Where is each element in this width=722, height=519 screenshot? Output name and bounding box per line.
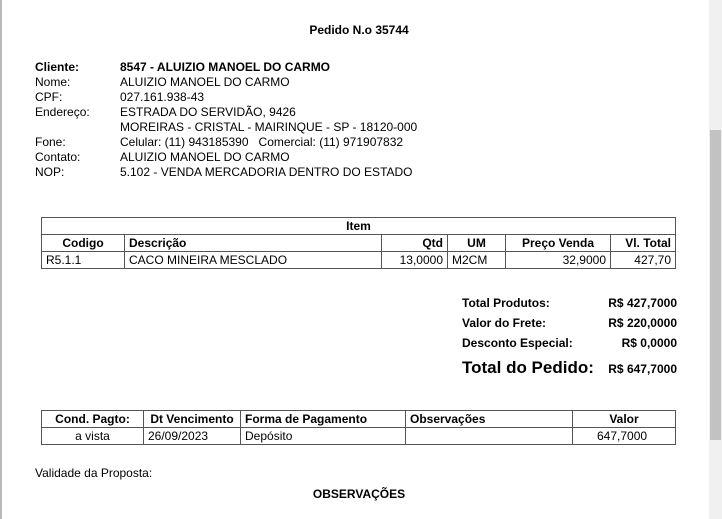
- address-row: [35, 105, 417, 120]
- total-pedido-value: R$ 647,7000: [608, 362, 677, 376]
- nop-value: 5.102 - VENDA MERCADORIA DENTRO DO ESTADO: [120, 165, 413, 179]
- phone-value: Celular: (11) 943185390 Comercial: (11) 971907832: [120, 135, 404, 149]
- cell-preco: 32,9000: [506, 252, 611, 269]
- contact-label: Contato:: [35, 150, 81, 164]
- name-row: [35, 75, 417, 90]
- cell-valor: 647,7000: [573, 428, 676, 445]
- cell-qtd: 13,0000: [382, 252, 448, 269]
- table-row: [42, 428, 676, 445]
- client-label: Cliente:: [35, 60, 80, 74]
- contact-value: ALUIZIO MANOEL DO CARMO: [120, 150, 290, 164]
- desconto-row: [462, 336, 677, 356]
- validade-label: Validade da Proposta:: [35, 466, 153, 480]
- total-produtos-label: Total Produtos:: [462, 296, 550, 310]
- total-pedido-row: [462, 358, 677, 382]
- col-um: UM: [448, 235, 506, 252]
- totals-block: [462, 296, 677, 382]
- col-preco: Preço Venda: [506, 235, 611, 252]
- col-total: Vl. Total: [611, 235, 676, 252]
- phone-row: [35, 135, 417, 150]
- nop-row: [35, 165, 417, 180]
- frete-label: Valor do Frete:: [462, 316, 547, 330]
- payment-header-row: [42, 411, 676, 428]
- observacoes-heading: OBSERVAÇÕES: [312, 487, 406, 501]
- cpf-value: 027.161.938-43: [120, 90, 205, 104]
- cell-observacoes: [406, 428, 573, 445]
- cell-dt-vencimento: 26/09/2023: [144, 428, 241, 445]
- address-value: ESTRADA DO SERVIDÃO, 9426: [120, 105, 296, 119]
- total-produtos-value: R$ 427,7000: [608, 296, 677, 310]
- address-value-2: MOREIRAS - CRISTAL - MAIRINQUE - SP - 18120-000: [120, 120, 418, 134]
- cell-forma-pagamento: Depósito: [241, 428, 406, 445]
- page-left-border: [0, 0, 2, 519]
- cell-total: 427,70: [611, 252, 676, 269]
- frete-row: [462, 316, 677, 336]
- col-descricao: Descrição: [125, 235, 382, 252]
- vertical-scrollbar[interactable]: [709, 0, 722, 519]
- cell-cond-pagto: a vista: [42, 428, 144, 445]
- nop-label: NOP:: [35, 165, 65, 179]
- name-label: Nome:: [35, 75, 71, 89]
- col-observacoes: Observações: [406, 411, 573, 428]
- col-codigo: Codigo: [42, 235, 125, 252]
- col-cond-pagto: Cond. Pagto:: [42, 411, 144, 428]
- desconto-label: Desconto Especial:: [462, 336, 573, 350]
- col-forma-pagamento: Forma de Pagamento: [241, 411, 406, 428]
- total-produtos-row: [462, 296, 677, 316]
- cpf-label: CPF:: [35, 90, 63, 104]
- order-title: Pedido N.o 35744: [309, 23, 409, 37]
- cell-codigo: R5.1.1: [42, 252, 125, 269]
- col-valor: Valor: [573, 411, 676, 428]
- address-label: Endereço:: [35, 105, 90, 119]
- client-row: [35, 60, 417, 75]
- table-row: [42, 252, 676, 269]
- frete-value: R$ 220,0000: [608, 316, 677, 330]
- client-value: 8547 - ALUIZIO MANOEL DO CARMO: [120, 60, 331, 74]
- col-dt-vencimento: Dt Vencimento: [144, 411, 241, 428]
- client-info: [35, 60, 417, 180]
- cell-descricao: CACO MINEIRA MESCLADO: [125, 252, 382, 269]
- items-header-row: [42, 235, 676, 252]
- total-pedido-label: Total do Pedido:: [462, 358, 594, 377]
- col-qtd: Qtd: [382, 235, 448, 252]
- name-value: ALUIZIO MANOEL DO CARMO: [120, 75, 290, 89]
- contact-row: [35, 150, 417, 165]
- items-table: [41, 217, 676, 269]
- desconto-value: R$ 0,0000: [621, 336, 677, 350]
- phone-label: Fone:: [35, 135, 66, 149]
- cell-um: M2CM: [448, 252, 506, 269]
- scrollbar-thumb[interactable]: [710, 130, 721, 440]
- address-row-2: [35, 120, 417, 135]
- cpf-row: [35, 90, 417, 105]
- payment-table: [41, 410, 676, 445]
- items-caption: Item: [42, 218, 676, 235]
